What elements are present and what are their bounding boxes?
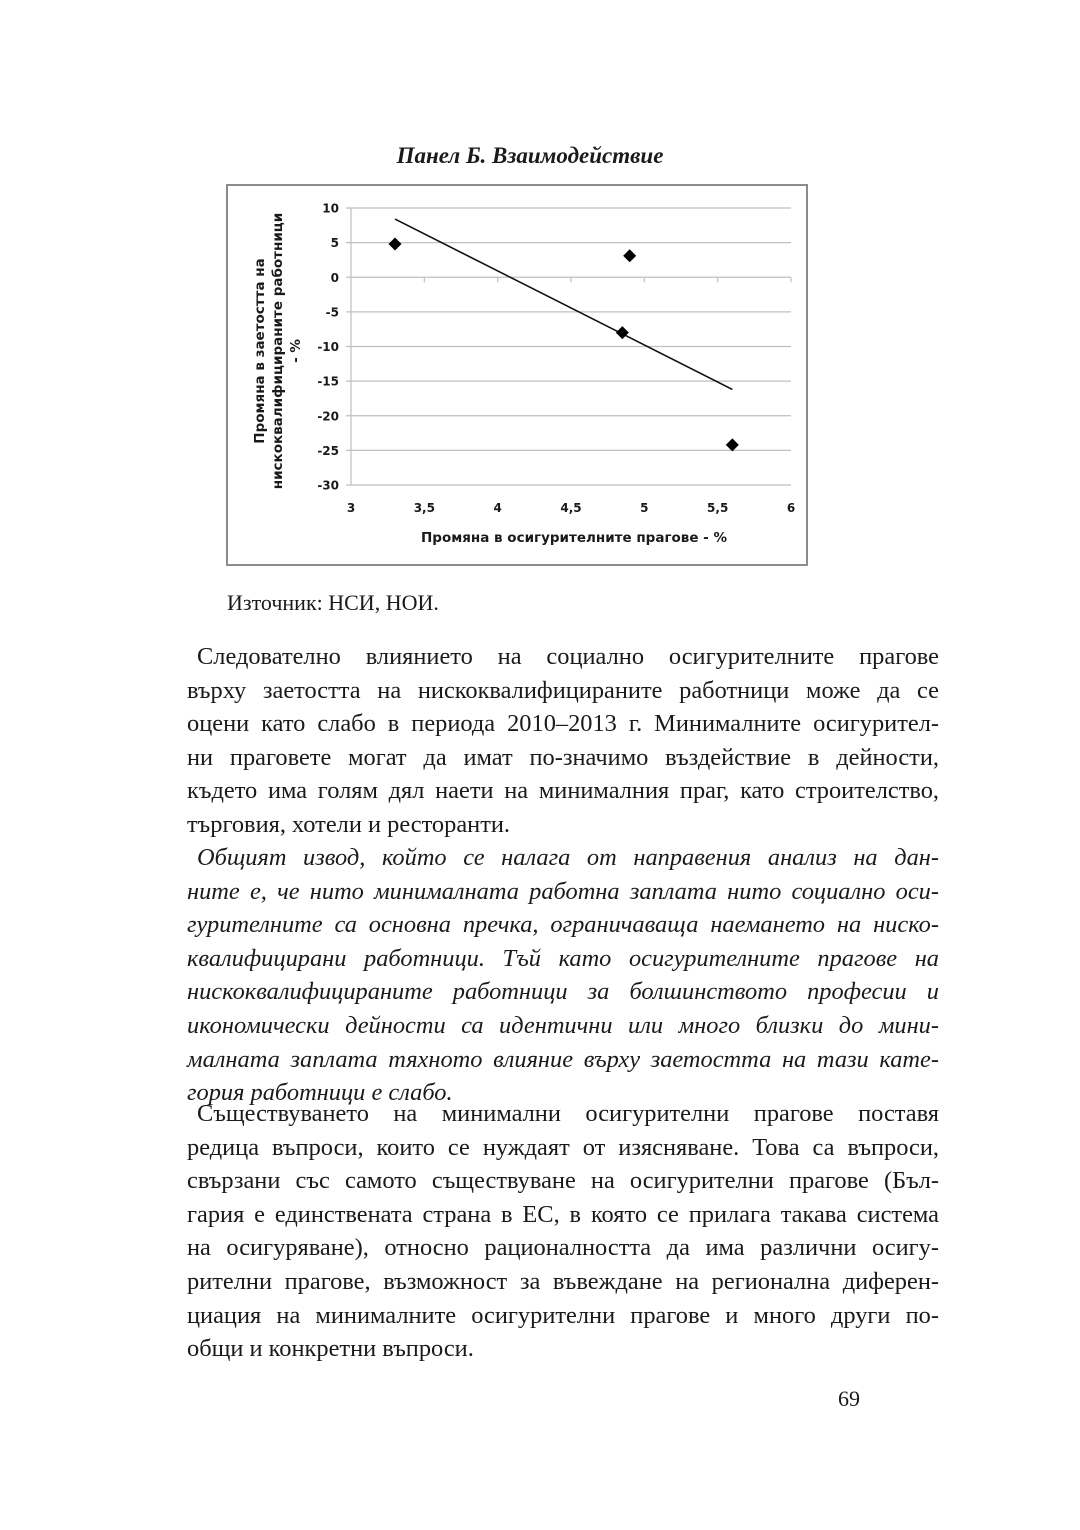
text-line: ни праговете могат да имат по-значимо въздействие в дейности, (187, 743, 939, 771)
y-axis-title-line: - % (288, 339, 304, 363)
text-line: ните е, че нито минималната работна заплата нито социално оси- (187, 877, 939, 905)
text-line: върху заетостта на нискоквалифицираните работници може да се (187, 676, 939, 704)
y-axis-title (252, 213, 304, 490)
x-tick-label: 6 (786, 501, 796, 515)
x-tick-label: 4 (493, 501, 502, 515)
y-tick-label: -15 (317, 374, 339, 389)
paragraph-2-conclusion (187, 841, 939, 1110)
trend-line (395, 219, 732, 389)
x-tick-label: 5,5 (707, 501, 729, 515)
scatter-chart (226, 184, 808, 566)
text-line: общи и конкретни въпроси. (187, 1335, 474, 1363)
text-line: гурителните са основна пречка, ограничаваща наемането на ниско- (187, 911, 939, 939)
y-tick-label: -20 (317, 409, 339, 424)
data-point-diamond (389, 238, 402, 251)
y-tick-label: 0 (330, 270, 339, 285)
text-line: на осигуряване), относно рационалността да има различни осигу- (187, 1234, 939, 1262)
y-tick-label: -5 (325, 305, 339, 320)
data-point-diamond (616, 326, 629, 339)
text-line: квалифицирани работници. Тъй като осигурителните прагове на (187, 944, 939, 972)
y-axis-title-line: нискоквалифицираните работници (270, 212, 286, 490)
text-line: гария е единствената страна в ЕС, в която се прилага такава система (187, 1200, 939, 1228)
text-line: циация на минималните осигурителни прагове и много други по- (187, 1301, 939, 1329)
text-line: гория работници е слабо. (187, 1079, 453, 1107)
y-tick-label: -30 (317, 478, 339, 493)
text-line: свързани със самото съществуване на осигурителни прагове (Бъл- (187, 1167, 939, 1195)
y-tick-label: 10 (322, 201, 339, 216)
text-line: нискоквалифицираните работници за болшинството професии и (187, 978, 939, 1006)
text-line: рителни прагове, възможност за въвеждане на регионална диферен- (187, 1267, 939, 1295)
x-tick-label: 5 (640, 501, 649, 515)
x-axis-title: Промяна в осигурителните прагове - % (420, 530, 728, 546)
panel-title: Панел Б. Взаимодействие (396, 143, 664, 168)
text-line: Съществуването на минимални осигурителни прагове поставя (197, 1100, 939, 1127)
y-axis-title-line: Промяна в заетостта на (252, 258, 268, 444)
text-line: където има голям дял наети на минималния праг, като строителство, (187, 777, 939, 805)
y-tick-label: -25 (317, 443, 339, 458)
y-tick-label: 5 (330, 236, 339, 251)
text-line: търговия, хотели и ресторанти. (187, 810, 511, 838)
chart-plot (228, 186, 810, 568)
data-point-diamond (623, 249, 636, 262)
x-tick-label: 4,5 (560, 501, 582, 515)
text-line: Следователно влиянието на социално осигурителните прагове (197, 643, 939, 670)
data-point-diamond (726, 438, 739, 451)
text-line: малната заплата тяхното влияние върху заетостта на тази кате- (187, 1045, 939, 1073)
y-tick-label: -10 (317, 340, 339, 354)
paragraph-1 (187, 640, 939, 842)
figure-source: Източник: НСИ, НОИ. (227, 590, 439, 615)
x-tick-label: 3 (346, 501, 356, 515)
text-line: оцени като слабо в периода 2010–2013 г. Минималните осигурител- (187, 710, 939, 738)
paragraph-3 (187, 1097, 939, 1366)
text-line: редица въпроси, които се нуждаят от изясняване. Това са въпроси, (187, 1133, 939, 1161)
x-tick-label: 3,5 (413, 501, 435, 515)
page-number: 69 (838, 1386, 860, 1411)
text-line: Общият извод, който се налага от направения анализ на дан- (197, 844, 939, 871)
text-line: икономически дейности са идентични или много близки до мини- (187, 1011, 939, 1039)
